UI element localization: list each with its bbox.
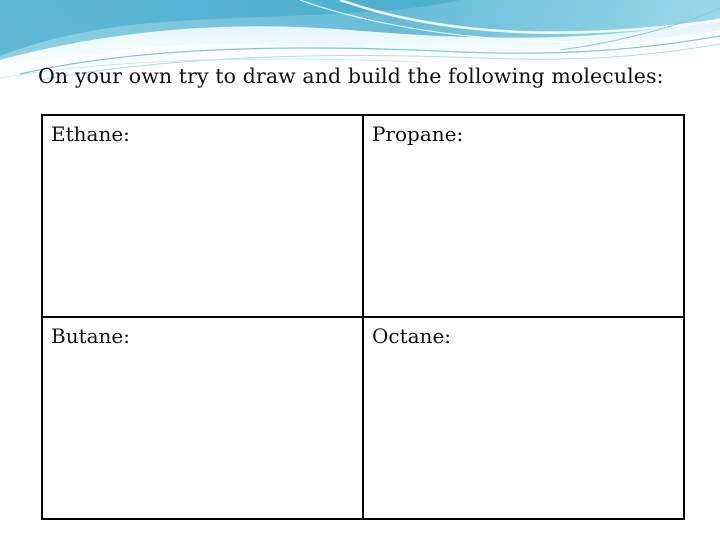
- cell-label: Propane:: [372, 122, 464, 146]
- table-row: [42, 317, 684, 519]
- cell-propane: [363, 115, 684, 317]
- table-row: [42, 115, 684, 317]
- cell-ethane: [42, 115, 363, 317]
- molecule-worksheet-table: [41, 114, 685, 520]
- cell-butane: [42, 317, 363, 519]
- header-wave-decoration: [0, 0, 720, 110]
- cell-label: Ethane:: [51, 122, 130, 146]
- slide-title: On your own try to draw and build the following molecules:: [38, 64, 664, 88]
- cell-label: Octane:: [372, 324, 452, 348]
- cell-label: Butane:: [51, 324, 130, 348]
- cell-octane: [363, 317, 684, 519]
